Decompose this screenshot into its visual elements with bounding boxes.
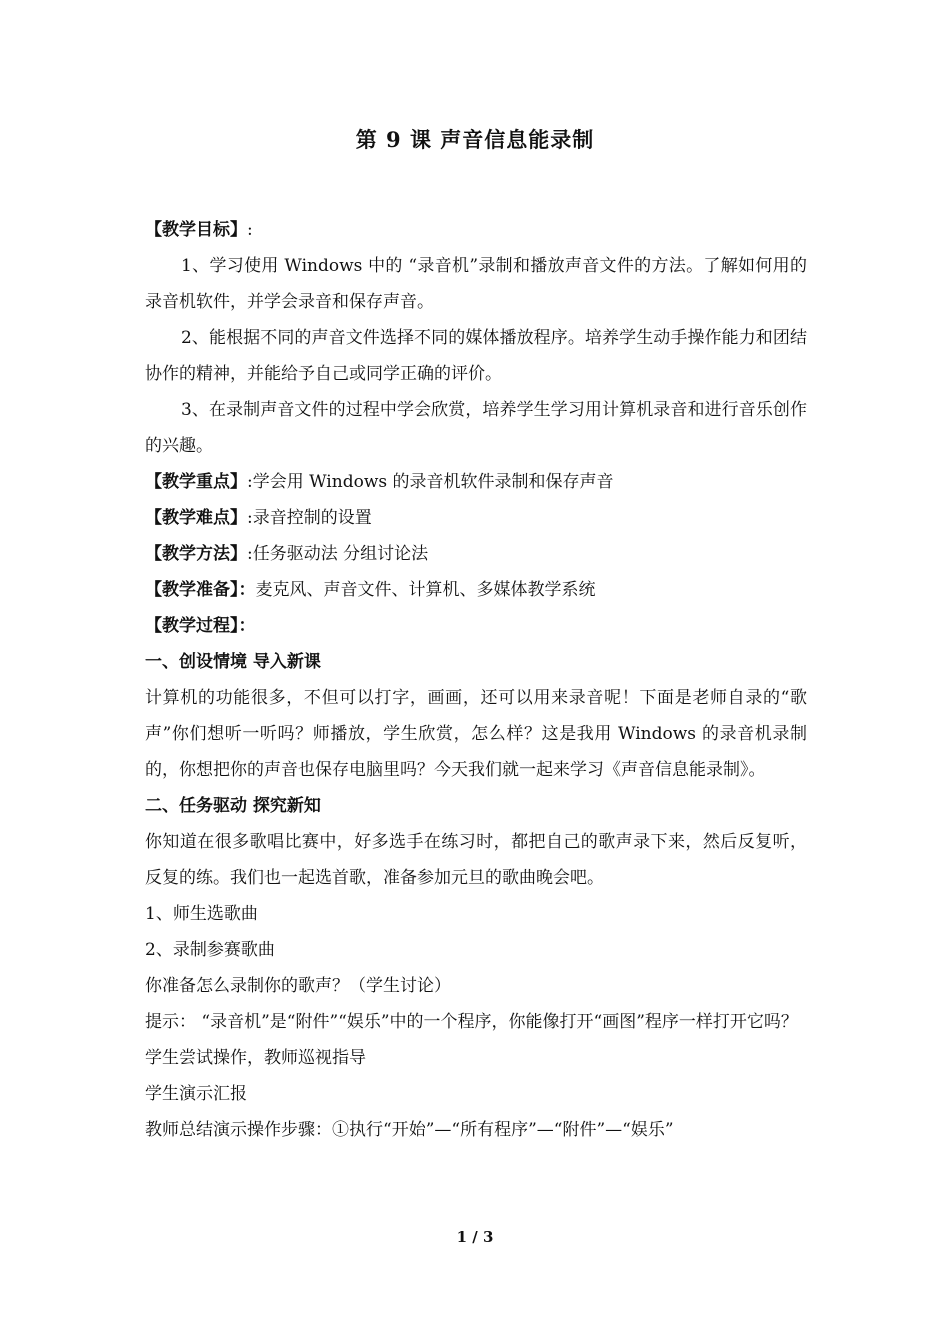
difficulties-value: 录音控制的设置 bbox=[252, 508, 372, 528]
preparation-label: 【教学准备】： bbox=[145, 580, 256, 600]
section2-step2: 2、录制参赛歌曲 bbox=[145, 940, 275, 960]
methods-label: 【教学方法】 bbox=[145, 544, 247, 564]
preparation-value: 麦克风、声音文件、计算机、多媒体教学系统 bbox=[255, 580, 596, 600]
objectives-suffix: : bbox=[247, 220, 253, 240]
objective-item-2: 2、能根据不同的声音文件选择不同的媒体播放程序。培养学生动手操作能力和团结协作的精神，并能给予自己或同学正确的评价。 bbox=[145, 328, 807, 384]
objectives-heading bbox=[145, 212, 807, 248]
key-points bbox=[145, 464, 807, 500]
section1-text: 计算机的功能很多，不但可以打字，画画，还可以用来录音呢！下面是老师自录的“歌声”你们想听一听吗？师播放，学生欣赏，怎么样？这是我用 Windows 的录音机录制的，你想把你的声音也保存电脑里吗？今天我们就一起来学习《声音信息能录制》。 bbox=[145, 688, 807, 780]
page-title: 第 9 课 声音信息能录制 bbox=[355, 127, 595, 152]
difficulties-label: 【教学难点】 bbox=[145, 508, 247, 528]
section2-summary: 教师总结演示操作步骤：①执行“开始”—“所有程序”—“附件”—“娱乐” bbox=[145, 1120, 674, 1140]
document-body bbox=[145, 212, 807, 1148]
section1-heading: 一、创设情境 导入新课 bbox=[145, 652, 321, 672]
methods-suffix: : bbox=[247, 544, 253, 564]
section2-heading: 二、任务驱动 探究新知 bbox=[145, 796, 321, 816]
difficulties-suffix: : bbox=[247, 508, 253, 528]
key-points-suffix: : bbox=[247, 472, 253, 492]
section2-hint: 提示： “录音机”是“附件”“娱乐”中的一个程序，你能像打开“画图”程序一样打开它吗？ bbox=[145, 1012, 798, 1032]
objectives-label: 【教学目标】 bbox=[145, 220, 247, 240]
methods bbox=[145, 536, 807, 572]
difficulties bbox=[145, 500, 807, 536]
process-heading: 【教学过程】： bbox=[145, 616, 256, 636]
key-points-value: 学会用 Windows 的录音机软件录制和保存声音 bbox=[252, 472, 614, 492]
page-number: 1 / 3 bbox=[456, 1228, 494, 1246]
section2-step1: 1、师生选歌曲 bbox=[145, 904, 258, 924]
key-points-label: 【教学重点】 bbox=[145, 472, 247, 492]
section2-report: 学生演示汇报 bbox=[145, 1084, 247, 1104]
objective-item-1: 1、学习使用 Windows 中的 “录音机”录制和播放声音文件的方法。了解如何用的录音机软件，并学会录音和保存声音。 bbox=[145, 256, 807, 312]
section2-intro: 你知道在很多歌唱比赛中，好多选手在练习时，都把自己的歌声录下来，然后反复听，反复的练。我们也一起选首歌，准备参加元旦的歌曲晚会吧。 bbox=[145, 832, 807, 888]
preparation bbox=[145, 572, 807, 608]
section2-try: 学生尝试操作，教师巡视指导 bbox=[145, 1048, 366, 1068]
methods-value: 任务驱动法 分组讨论法 bbox=[252, 544, 429, 564]
objective-item-3: 3、在录制声音文件的过程中学会欣赏，培养学生学习用计算机录音和进行音乐创作的兴趣。 bbox=[145, 400, 807, 456]
section2-question: 你准备怎么录制你的歌声？（学生讨论） bbox=[145, 976, 451, 996]
